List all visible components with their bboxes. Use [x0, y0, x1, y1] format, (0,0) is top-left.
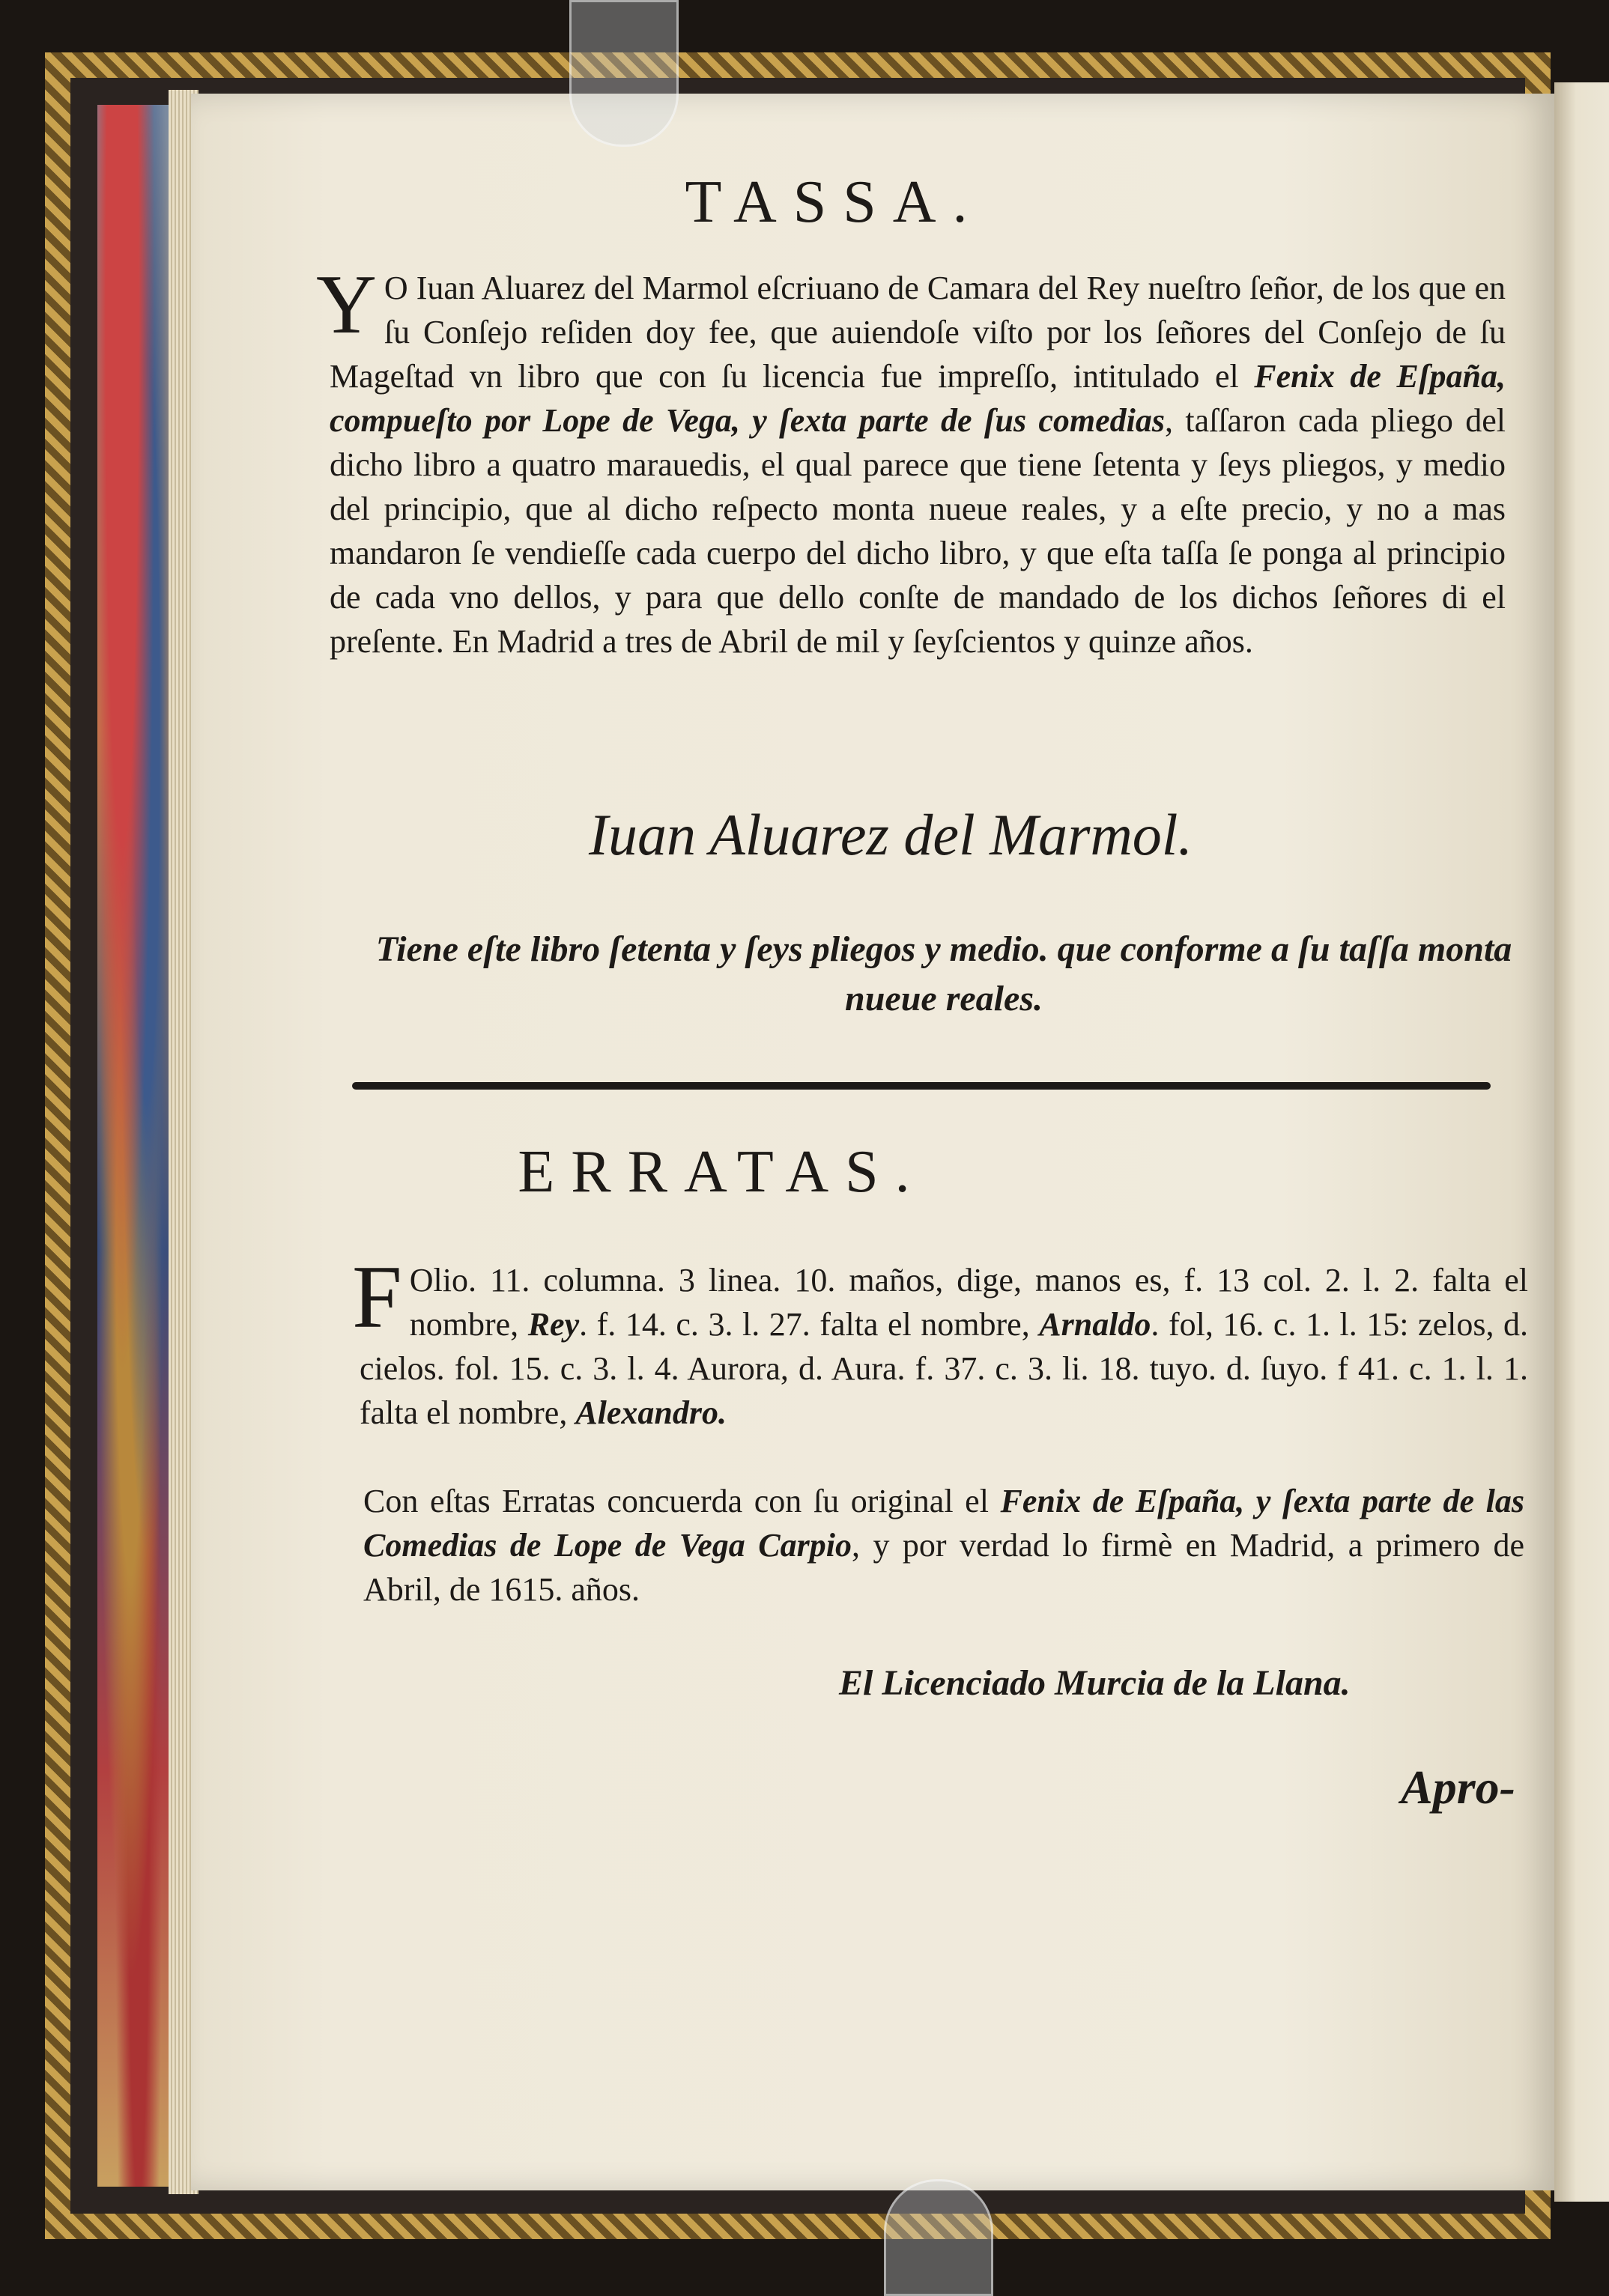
- erratas-heading: ERRATAS.: [518, 1139, 927, 1205]
- tassa-note: Tiene eſte libro ſetenta y ſeys pliegos y medio. que conforme a ſu taſſa monta nueue reales.: [375, 929, 1512, 1018]
- erratas-name-rey: Rey: [527, 1306, 580, 1343]
- erratas-name-alexandro: Alexandro.: [575, 1394, 727, 1431]
- catchword: Apro-: [1401, 1761, 1515, 1814]
- erratas-concord: [363, 1479, 1524, 1612]
- erratas-text-a: Olio. 11. columna. 3 linea. 10. maños, dige, manos es, f. 13 col. 2. l. 2. falta el nombre,: [409, 1262, 1528, 1343]
- tassa-heading: TASSA.: [685, 169, 984, 235]
- page-clip-top: [569, 0, 679, 147]
- concord-book-title: Fenix de Eſpaña, y ſexta parte de las Comedias de Lope de Vega Carpio: [363, 1483, 1525, 1564]
- tassa-text-b: , taſſaron cada pliego del dicho libro a quatro marauedis, el qual parece que tiene ſetenta y ſeys pliegos, y medio del principio, que al dicho reſpecto monta nueue reales, y a eſte precio, y no a mas mandaron ſe vendieſſe cada cuerpo del dicho libro, y que eſta taſſa ſe ponga al principio de cada vno dellos, y para que dello conſte de mandado de los dichos ſeñores di el preſente. En Madrid a tres de Abril de mil y ſeyſcientos y quinze años.: [330, 402, 1506, 660]
- facing-page-edge: [1554, 82, 1609, 2202]
- tassa-signature: Iuan Aluarez del Marmol.: [589, 802, 1193, 867]
- concord-text-c: , y por verdad lo firmè en Madrid, a primero de Abril, de 1615. años.: [363, 1527, 1524, 1608]
- erratas-text-c: . f. 14. c. 3. l. 27. falta el nombre,: [579, 1306, 1040, 1343]
- erratas-dropcap: F: [352, 1247, 402, 1346]
- page-clip-bottom: [884, 2179, 993, 2296]
- licenciado-signature: El Licenciado Murcia de la Llana.: [839, 1663, 1351, 1703]
- tassa-text-a: O Iuan Aluarez del Marmol eſcriuano de Camara del Rey nueſtro ſeñor, de los que en ſu Conſejo reſiden doy fee, que auiendoſe viſto por los ſeñores del Conſejo de ſu Mageſtad vn libro que con ſu licencia fue impreſſo, intitulado el: [330, 270, 1506, 395]
- tassa-book-title: Fenix de Eſpaña, compueſto por Lope de Vega, y ſexta parte de ſus comedias: [330, 358, 1506, 439]
- tassa-text: [316, 258, 1506, 663]
- concord-text-a: Con eſtas Erratas concuerda con ſu original el: [363, 1483, 1001, 1519]
- erratas-text-e: . fol, 16. c. 1. l. 15: zelos, d. cielos. fol. 15. c. 3. l. 4. Aurora, d. Aura. f. 37. c. 3. li. 18. tuyo. d. ſuyo. f 41. c. 1. l. 1. falta el nombre,: [360, 1306, 1529, 1431]
- section-divider: [352, 1082, 1491, 1090]
- erratas-name-arnaldo: Arnaldo: [1039, 1306, 1151, 1343]
- erratas-text: [352, 1247, 1529, 1435]
- tassa-dropcap: Y: [316, 258, 377, 351]
